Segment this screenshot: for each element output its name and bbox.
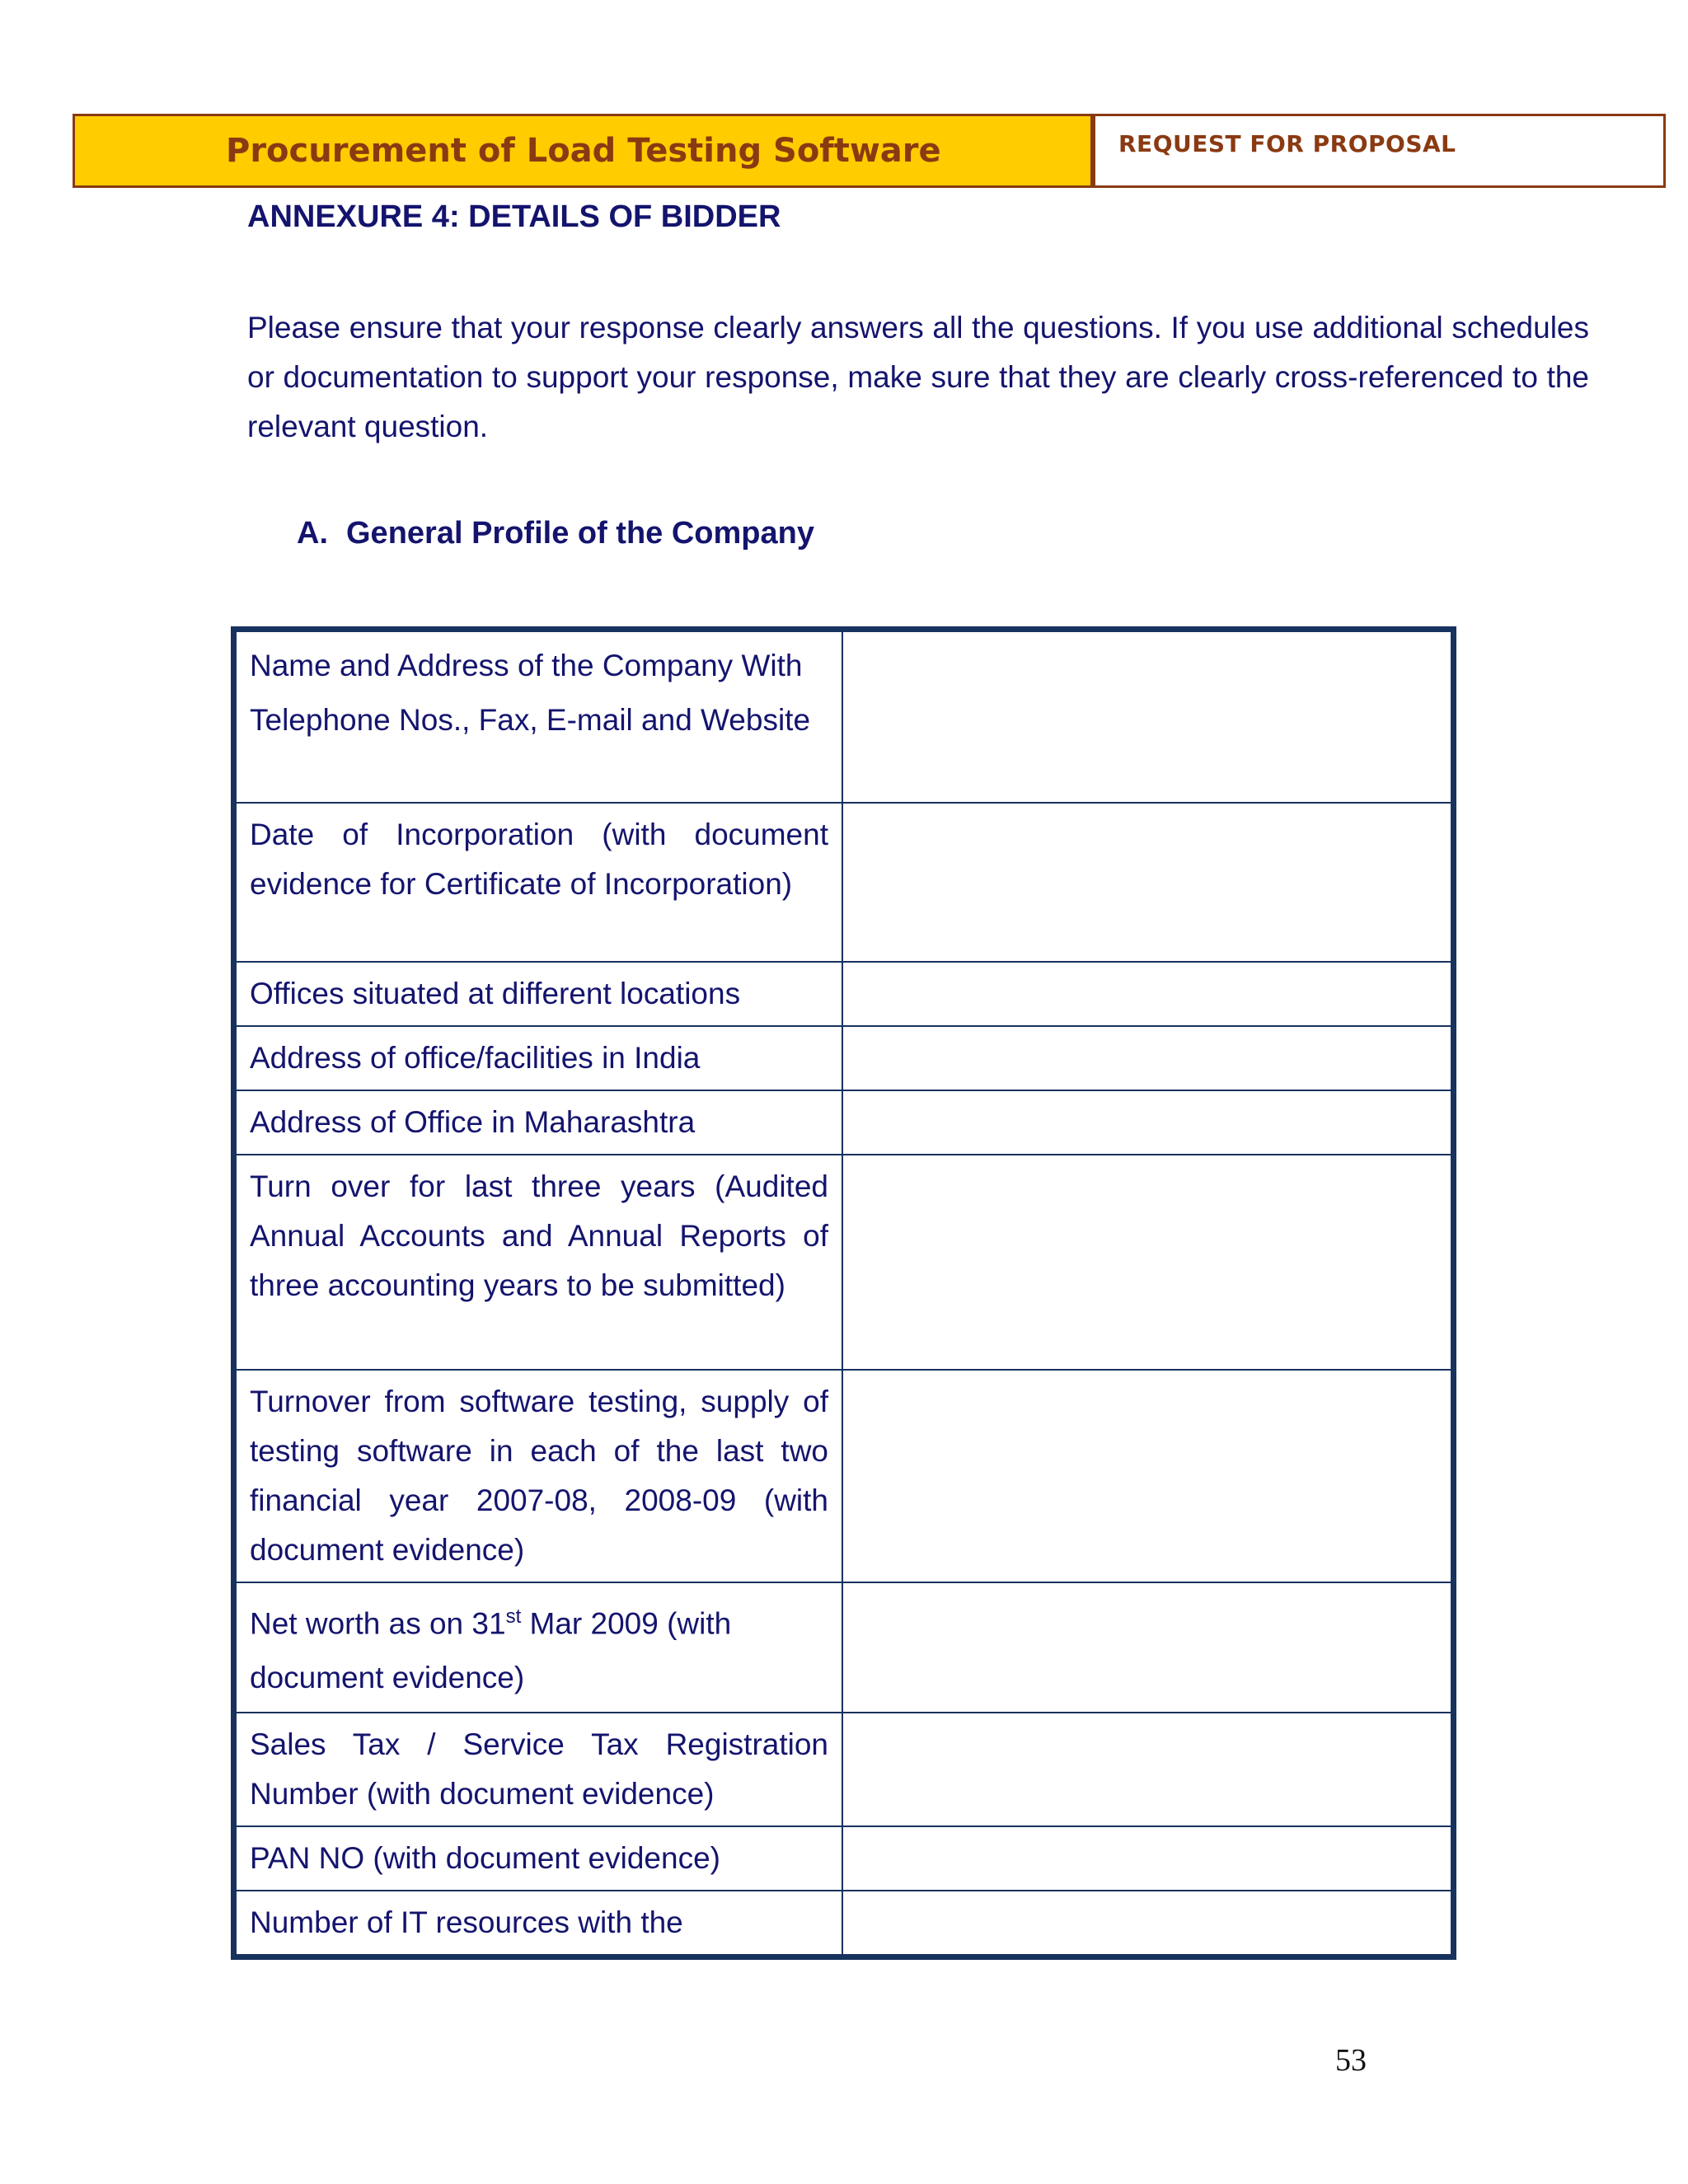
- question-cell: [234, 1826, 843, 1891]
- question-cell: [234, 1713, 843, 1826]
- answer-cell[interactable]: [842, 1090, 1454, 1155]
- answer-cell[interactable]: [842, 1713, 1454, 1826]
- row-question: Number of IT resources with the: [250, 1905, 683, 1939]
- table-row: [234, 803, 1454, 962]
- question-cell: [234, 1155, 843, 1370]
- page-number: 53: [1335, 2043, 1367, 2078]
- answer-cell[interactable]: [842, 1582, 1454, 1713]
- question-cell: [234, 1026, 843, 1090]
- table-row: [234, 1155, 1454, 1370]
- table-row: [234, 1713, 1454, 1826]
- row-question: Turnover from software testing, supply of testing software in each of the last two financial year 2007-08, 2008-09 (with document evidence): [250, 1384, 828, 1567]
- row-question-suffix: Mar 2009 (with document evidence): [250, 1605, 732, 1694]
- section-heading: [297, 516, 814, 551]
- row-question: Sales Tax / Service Tax Registration Number (with document evidence): [250, 1727, 828, 1811]
- row-question: Name and Address of the Company With Telephone Nos., Fax, E-mail and Website: [250, 649, 811, 737]
- row-question: Address of office/facilities in India: [250, 1040, 701, 1075]
- intro-paragraph: Please ensure that your response clearly answers all the questions. If you use additional schedules or documentation to support your response, make sure that they are clearly cross-referenced to the relevant question.: [247, 311, 1589, 443]
- table-row: [234, 1090, 1454, 1155]
- question-cell: [234, 1090, 843, 1155]
- question-cell: [234, 1891, 843, 1957]
- table-row: [234, 1582, 1454, 1713]
- question-cell: [234, 803, 843, 962]
- row-question-prefix: Net worth as on 31: [250, 1605, 506, 1640]
- answer-cell[interactable]: [842, 1826, 1454, 1891]
- header-doc-type: REQUEST FOR PROPOSAL: [1118, 130, 1456, 157]
- table-row: [234, 962, 1454, 1026]
- header-title: Procurement of Load Testing Software: [226, 132, 941, 170]
- answer-cell[interactable]: [842, 1891, 1454, 1957]
- table-row: [234, 1891, 1454, 1957]
- answer-cell[interactable]: [842, 1370, 1454, 1582]
- answer-cell[interactable]: [842, 803, 1454, 962]
- answer-cell[interactable]: [842, 962, 1454, 1026]
- question-cell: [234, 1582, 843, 1713]
- answer-cell[interactable]: [842, 1155, 1454, 1370]
- question-cell: [234, 962, 843, 1026]
- answer-cell[interactable]: [842, 630, 1454, 803]
- table-row: [234, 1026, 1454, 1090]
- question-cell: [234, 630, 843, 803]
- annexure-title: ANNEXURE 4: DETAILS OF BIDDER: [247, 199, 781, 234]
- row-question: Turn over for last three years (Audited Annual Accounts and Annual Reports of three accounting years to be submitted): [250, 1169, 828, 1302]
- table-row: [234, 1370, 1454, 1582]
- superscript-st: st: [505, 1605, 522, 1628]
- header-doc-type-box: [1093, 114, 1666, 188]
- table-row: [234, 1826, 1454, 1891]
- section-title: General Profile of the Company: [346, 516, 814, 551]
- table-row: [234, 630, 1454, 803]
- answer-cell[interactable]: [842, 1026, 1454, 1090]
- question-cell: [234, 1370, 843, 1582]
- row-question: PAN NO (with document evidence): [250, 1840, 720, 1875]
- row-question: Date of Incorporation (with document evidence for Certificate of Incorporation): [250, 817, 828, 901]
- row-question: Offices situated at different locations: [250, 976, 741, 1010]
- row-question: Address of Office in Maharashtra: [250, 1104, 696, 1139]
- company-profile-table: [231, 626, 1456, 1960]
- section-letter: A.: [297, 516, 328, 551]
- header-title-box: [73, 114, 1093, 188]
